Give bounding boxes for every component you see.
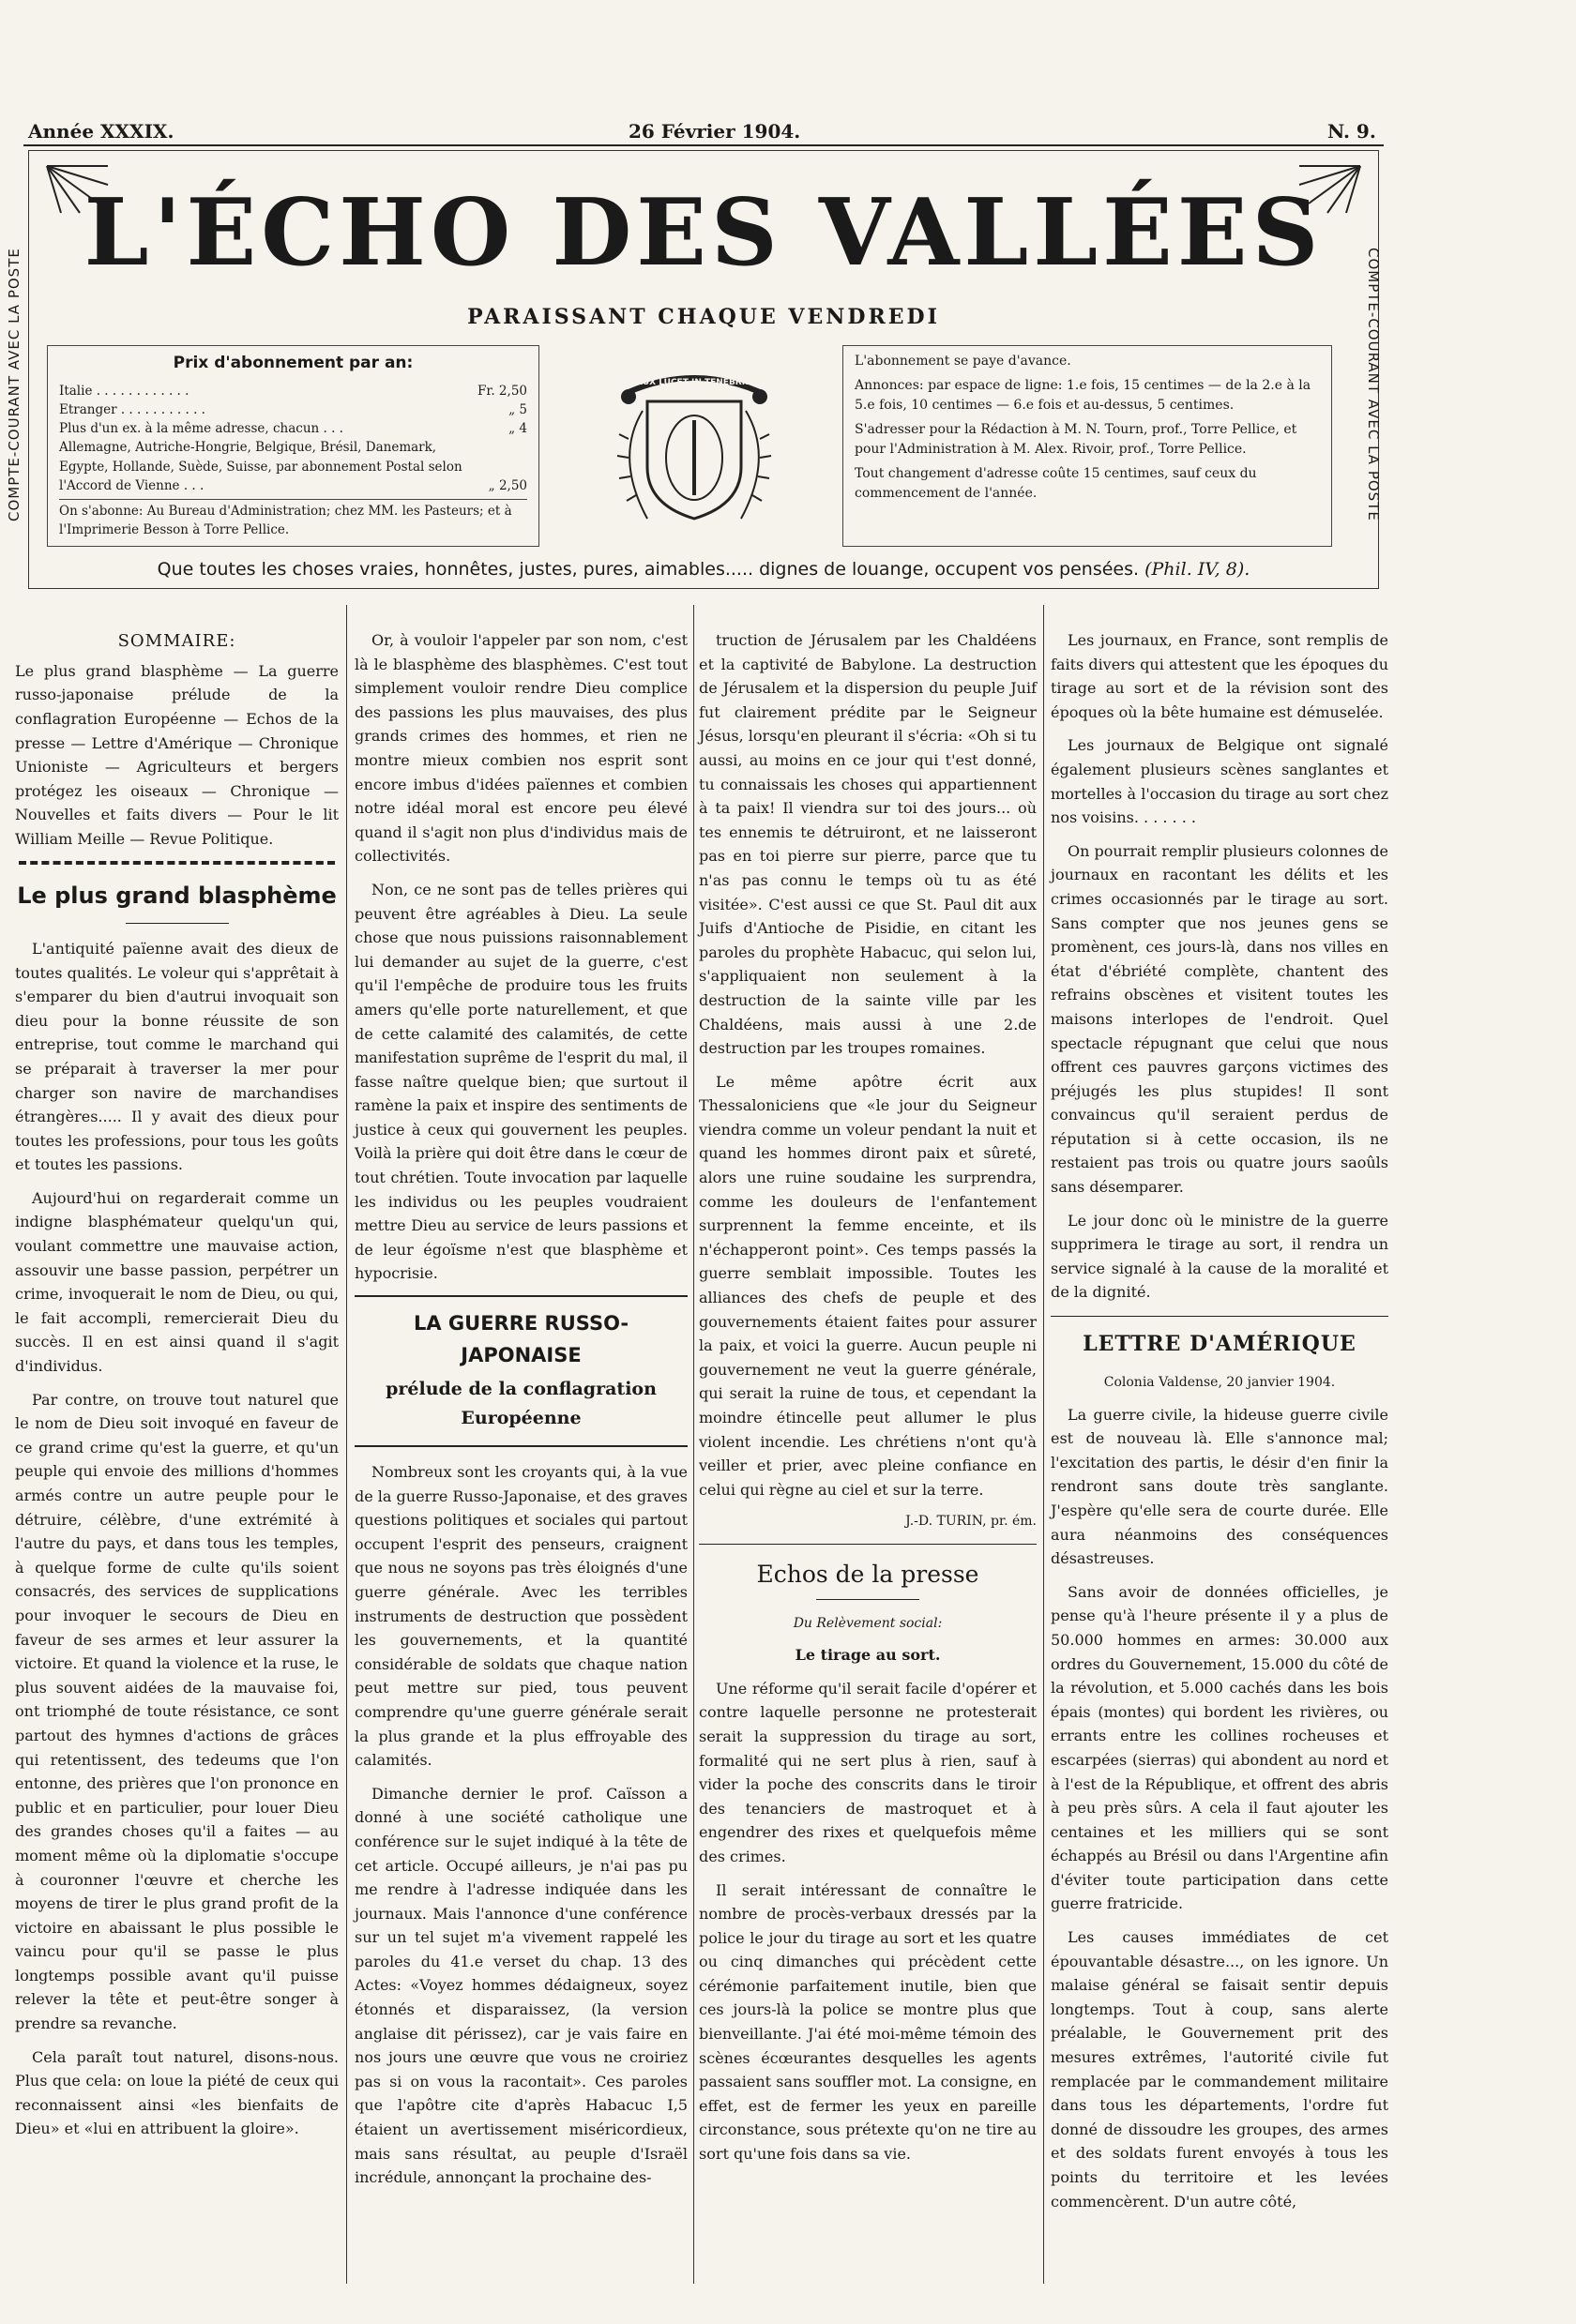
price-row: Etranger . . . . . . . . . . . „ 5: [59, 401, 527, 417]
motto-reference: (Phil. IV, 8).: [1144, 559, 1250, 580]
emblem-seal: [591, 355, 797, 542]
newspaper-title: L'ÉCHO DES VALLÉES: [83, 179, 1324, 287]
newspaper-subtitle: PARAISSANT CHAQUE VENDREDI: [467, 305, 940, 329]
issue-year: Année XXXIX.: [28, 120, 174, 143]
article-subtitle: Le tirage au sort.: [795, 1646, 941, 1665]
column-2: [355, 628, 688, 2199]
paragraph: Les journaux de Belgique ont signalé également plusieurs scènes sanglantes et mortelles à l'occasion du tirage au sort chez nos voisins. . . . . . .: [1051, 736, 1388, 827]
subscription-heading: Prix d'abonnement par an:: [173, 354, 414, 372]
section-rule: [1051, 1316, 1388, 1317]
article-title: LETTRE D'AMÉRIQUE: [1083, 1332, 1356, 1357]
side-label-right: COMPTE-COURANT AVEC LA POSTE: [1365, 248, 1382, 521]
paragraph: truction de Jérusalem par les Chaldéens et la captivité de Babylone. La destruction de Jérusalem et la dispersion du peuple Juif fut clairement prédite par le Seigneur Jésus, lorsqu'en pleurant il s'écria: «Oh si tu aussi, au moins en ce jour qui t'est donné, tu connaissais les choses qui appartiennent à ta paix! Il viendra sur toi des jours... où tes ennemis te détruiront, et ne laisseront pas en toi pierre sur pierre, parce que tu n'as pas connu le temps où tu as été visitée». C'est aussi ce que St. Paul dit aux Juifs d'Antioche de Pisidie, en citant les paroles du prophète Habacuc, qui selon lui, s'appliquaient non seulement à la destruction de la sainte ville par les Chaldéens, mais aussi à une 2.de destruction par les troupes romaines.: [699, 631, 1037, 1058]
paragraph: Aujourd'hui on regarderait comme un indigne blasphémateur quelqu'un qui, voulant commettre une mauvaise action, assouvir une basse passion, perpétrer un crime, invoquerait le nom de Dieu, ou qui, le fait accompli, remercierait Dieu du succès. Il en est ainsi quand il s'agit d'individus.: [15, 1188, 339, 1376]
paragraph: Nombreux sont les croyants qui, à la vue de la guerre Russo-Japonaise, et des graves questions politiques et sociales qui partout occupent l'esprit des penseurs, craignent que nous ne soyons pas très éloignés d'une guerre générale. Avec les terribles instruments de destruction que possèdent les gouvernements, et la quantité considérable de soldats que chaque nation peut mettre sur pied, tous peuvent comprendre qu'une guerre générale serait la plus grande et la plus effroyable des calamités.: [355, 1463, 688, 1770]
paragraph: Les causes immédiates de cet épouvantable désastre..., on les ignore. Un malaise général se faisait sentir depuis longtemps. Tout à coup, sans alerte préalable, le Gouvernement prit des mesures extrêmes, l'autorité civile fut remplacée par le commandement militaire dans tous les départements, l'ordre fut donné de dissoudre les groupes, des armes et des soldats furent envoyés à tous les points du territoire et les levées commencèrent. D'un autre côté,: [1051, 1928, 1388, 2211]
price-row: Italie . . . . . . . . . . . . Fr. 2,50: [59, 383, 527, 399]
notices-box: [842, 345, 1332, 547]
paragraph: L'antiquité païenne avait des dieux de toutes qualités. Le voleur qui s'apprêtait à s'emparer du bien d'autrui invoquait son dieu pour la bonne réussite de son entreprise, tout comme le marchand qui se préparait à traverser la mer pour charger son navire de marchandises étrangères..... Il y avait des dieux pour toutes les professions, pour tous les goûts et toutes les passions.: [15, 939, 339, 1174]
paragraph: Or, à vouloir l'appeler par son nom, c'est là le blasphème des blasphèmes. C'est tout simplement vouloir rendre Dieu complice des passions les plus mauvaises, des plus grands crimes des hommes, et rien ne montre mieux combien nos esprit sont encore imbus d'idées païennes et combien notre idéal moral est encore peu élevé quand il s'agit non plus d'individus mais de collectivités.: [355, 631, 688, 866]
ornamental-rule: [19, 861, 335, 865]
title-rule: [126, 923, 229, 924]
column-4: [1051, 628, 1388, 2223]
dateline: Colonia Valdense, 20 janvier 1904.: [1103, 1375, 1336, 1391]
column-rule: [1043, 605, 1044, 2284]
notice-contacts: S'adresser pour la Rédaction à M. N. Tourn, prof., Torre Pellice, et pour l'Administration à M. Alex. Rivoir, prof., Torre Pellice.: [855, 422, 1297, 457]
article-title: Echos de la presse: [756, 1560, 979, 1588]
paragraph: Dimanche dernier le prof. Caïsson a donné à une société catholique une conférence sur le sujet indiqué à la tête de cet article. Occupé ailleurs, je n'ai pas pu me rendre à l'adresse indiquée dans les journaux. Mais l'annonce d'une conférence sur un tel sujet m'a vivement rappelé les paroles du 41.e verset du chap. 13 des Actes: «Voyez hommes dédaigneux, soyez étonnés et disparaissez, (la version anglaise dit périssez), car je vais faire en nos jours une œuvre que vous ne croiriez pas si on vous la racontait». Ces paroles que l'apôtre cite d'après Habacuc I,5 étaient un avertissement miséricordieux, mais sans résultat, au peuple d'Israël incrédule, annonçant la prochaine des-: [355, 1784, 688, 2187]
paragraph: On pourrait remplir plusieurs colonnes de journaux en racontant les délits et les crimes occasionnés par le tirage au sort. Sans compter que nos jeunes gens se promènent, ces jours-là, dans nos villes en état d'ébriété complète, chantent des refrains obscènes et visitent toutes les maisons interlopes de l'endroit. Quel spectacle répugnant que celui que nous offrent ces pauvres garçons victimes des préjugés les plus stupides! Il sont convaincus qu'il seraient perdus de réputation si à cette occasion, ils ne restaient pas trois ou quatre jours saoûls sans désemparer.: [1051, 841, 1388, 1197]
notice-ads: Annonces: par espace de ligne: 1.e fois, 15 centimes — de la 2.e à la 5.e fois, 10 centimes — 6.e fois et au-dessus, 5 centimes.: [855, 378, 1311, 413]
paragraph: Sans avoir de données officielles, je pense qu'à l'heure présente il y a plus de 50.000 hommes en armes: 30.000 aux ordres du Gouvernement, 15.000 du côté de la révolution, et 5.000 cachés dans les bois épais (montes) qui bordent les rivières, ou errants entre les collines rocheuses et escarpées (sierras) qui abondent au nord et à l'est de la République, et offrent des abris à peu près sûrs. A cela il faut ajouter les centaines et les milliers qui se sont échappés au Brésil ou dans l'Argentine afin d'éviter toute participation dans cette guerre fratricide.: [1051, 1582, 1388, 1913]
subscription-box: [47, 345, 539, 547]
motto: Que toutes les choses vraies, honnêtes, justes, pures, aimables..... dignes de louange, occupent vos pensées. (Phil. IV, 8).: [157, 559, 1250, 580]
article-title: LA GUERRE RUSSO-JAPONAISE: [413, 1312, 629, 1366]
column-rule: [346, 605, 347, 2284]
notice-payment: L'abonnement se paye d'avance.: [855, 354, 1071, 369]
subscription-where: On s'abonne: Au Bureau d'Administration; chez MM. les Pasteurs; et à l'Imprimerie Besson à Torre Pellice.: [59, 504, 512, 538]
emblem-motto: LUX LUCET IN TENEBRIS: [637, 378, 751, 387]
side-label-left: COMPTE-COURANT AVEC LA POSTE: [6, 248, 23, 521]
signature: J.-D. TURIN, pr. ém.: [905, 1514, 1037, 1530]
article-title-box: [355, 1295, 688, 1447]
source-line: Du Relèvement social:: [793, 1615, 943, 1631]
paragraph: Par contre, on trouve tout naturel que le nom de Dieu soit invoqué en faveur de ce grand crime qu'est la guerre, et qu'un peuple qui envoie des millions d'hommes armés contre un autre peuple pour le détruire, célèbre, d'une extrémité à l'autre du pays, et dans tous les temples, à quelque forme de culte qu'ils soient consacrés, des services de supplications pour invoquer le secours de Dieu en faveur de ses armes et leur assurer la victoire. Et quand la violence et la ruse, le plus souvent aidées de la mauvaise foi, ont triomphé de toute résistance, ce sont partout des hymnes d'actions de grâces qui retentissent, des tedeums que l'on entonne, des prières que l'on prononce en public et en particulier, pour louer Dieu des grandes choses qu'il a faites — au moment même où la diplomatie s'occupe à couronner l'œuvre et cherche les moyens de tirer le plus grand profit de la victoire en abaissant le plus possible le vaincu pour qu'il se passe le plus longtemps possible avant qu'il puisse relever la tête et peut-être songer à prendre sa revanche.: [15, 1390, 339, 2033]
header-rule: [23, 144, 1384, 146]
paragraph: Une réforme qu'il serait facile d'opérer et contre laquelle personne ne protesterait serait la suppression du tirage au sort, formalité qui ne sert plus à rien, sauf à vider la poche des conscrits dans le tiroir des tenanciers de mastroquet et à engendrer des rixes et quelquefois même des crimes.: [699, 1679, 1037, 1865]
issue-number: N. 9.: [1327, 120, 1376, 143]
price-row-countries: Allemagne, Autriche-Hongrie, Belgique, Brésil, Danemark, Egypte, Hollande, Suède, Suisse, par abonnement Postal selon l'Accord de Vienne . . . „ 2,50: [59, 440, 527, 493]
notice-address-change: Tout changement d'adresse coûte 15 centimes, sauf ceux du commencement de l'année.: [855, 466, 1257, 501]
paragraph: Non, ce ne sont pas de telles prières qui peuvent être agréables à Dieu. La seule chose que nous puissions raisonnablement lui demander au sujet de la guerre, c'est qu'il l'empêche de produire tous les fruits amers qu'elle porte naturellement, et que de cette calamité des calamités, de cette manifestation suprême de l'esprit du mal, il fasse naître quelque bien; que surtout il ramène la paix et inspire des sentiments de justice à ceux qui gouvernent les peuples. Voilà la prière qui doit être dans le cœur de tout chrétien. Toute invocation par laquelle les individus ou les peuples voudraient mettre Dieu au service de leurs passions et de leur égoïsme n'est que blasphème et hypocrisie.: [355, 880, 688, 1283]
sommaire-title: SOMMAIRE:: [117, 631, 236, 651]
sommaire-text: Le plus grand blasphème — La guerre russo-japonaise prélude de la conflagration Européenne — Echos de la presse — Lettre d'Amérique — Chronique Unioniste — Agriculteurs et bergers protégez les oiseaux — Chronique — Nouvelles et faits divers — Pour le lit William Meille — Revue Politique.: [15, 661, 339, 848]
paragraph: La guerre civile, la hideuse guerre civile est de nouveau là. Elle s'annonce mal; l'excitation des partis, le désir d'en finir la rendront sans doute très sanglante. J'espère qu'elle sera de courte durée. Elle aura néanmoins des conséquences désastreuses.: [1051, 1405, 1388, 1568]
paragraph: Il serait intéressant de connaître le nombre de procès-verbaux dressés par la police le jour du tirage au sort et les quatre ou cinq dimanches qui précèdent cette cérémonie parfaitement inutile, bien que ces jours-là la police se montre plus que bienveillante. J'ai été moi-même témoin des scènes écœurantes desquelles les agents passaient sans souffler mot. La consigne, en effet, est de fermer les yeux en pareille circonstance, sous prétexte qu'on ne tire au sort qu'une fois dans sa vie.: [699, 1880, 1037, 2164]
article-title: Le plus grand blasphème: [17, 882, 337, 909]
article-subtitle: prélude de la conflagration Européenne: [386, 1379, 657, 1428]
paragraph: Le jour donc où le ministre de la guerre supprimera le tirage au sort, il rendra un service signalé à la cause de la moralité et de la dignité.: [1051, 1211, 1388, 1302]
paragraph: Cela paraît tout naturel, disons-nous. Plus que cela: on loue la piété de ceux qui reconnaissent ainsi «les bienfaits de Dieu» et «lui en attribuent la gloire».: [15, 2047, 339, 2138]
paragraph: Les journaux, en France, sont remplis de faits divers qui attestent que les époques du tirage au sort et de la révision sont des époques où la bête humaine est démuselée.: [1051, 631, 1388, 721]
column-rule: [693, 605, 694, 2284]
price-row: Plus d'un ex. à la même adresse, chacun . . . „ 4: [59, 421, 527, 436]
paragraph: Le même apôtre écrit aux Thessaloniciens que «le jour du Seigneur viendra comme un voleur pendant la nuit et quand les hommes diront paix et sûreté, alors une ruine soudaine les surprendra, comme les douleurs de l'enfantement surprennent la femme enceinte, et ils n'échapperont point». Ces temps passés la guerre semblait impossible. Toutes les alliances des chefs de peuple et des gouvernements étaient faites pour assurer la paix, et voici la guerre. Aucun peuple ni gouvernement ne veut la guerre générale, qui serait la ruine de tous, et cependant la moindre étincelle peut allumer le plus violent incendie. Les chrétiens n'ont qu'à veiller et prier, avec pleine confiance en celui qui règne au ciel et sur la terre.: [699, 1072, 1037, 1499]
title-rule: [816, 1599, 919, 1600]
column-3: [699, 628, 1037, 2176]
section-rule: [699, 1544, 1037, 1545]
issue-date: 26 Février 1904.: [629, 120, 801, 143]
column-1: [15, 628, 339, 2150]
